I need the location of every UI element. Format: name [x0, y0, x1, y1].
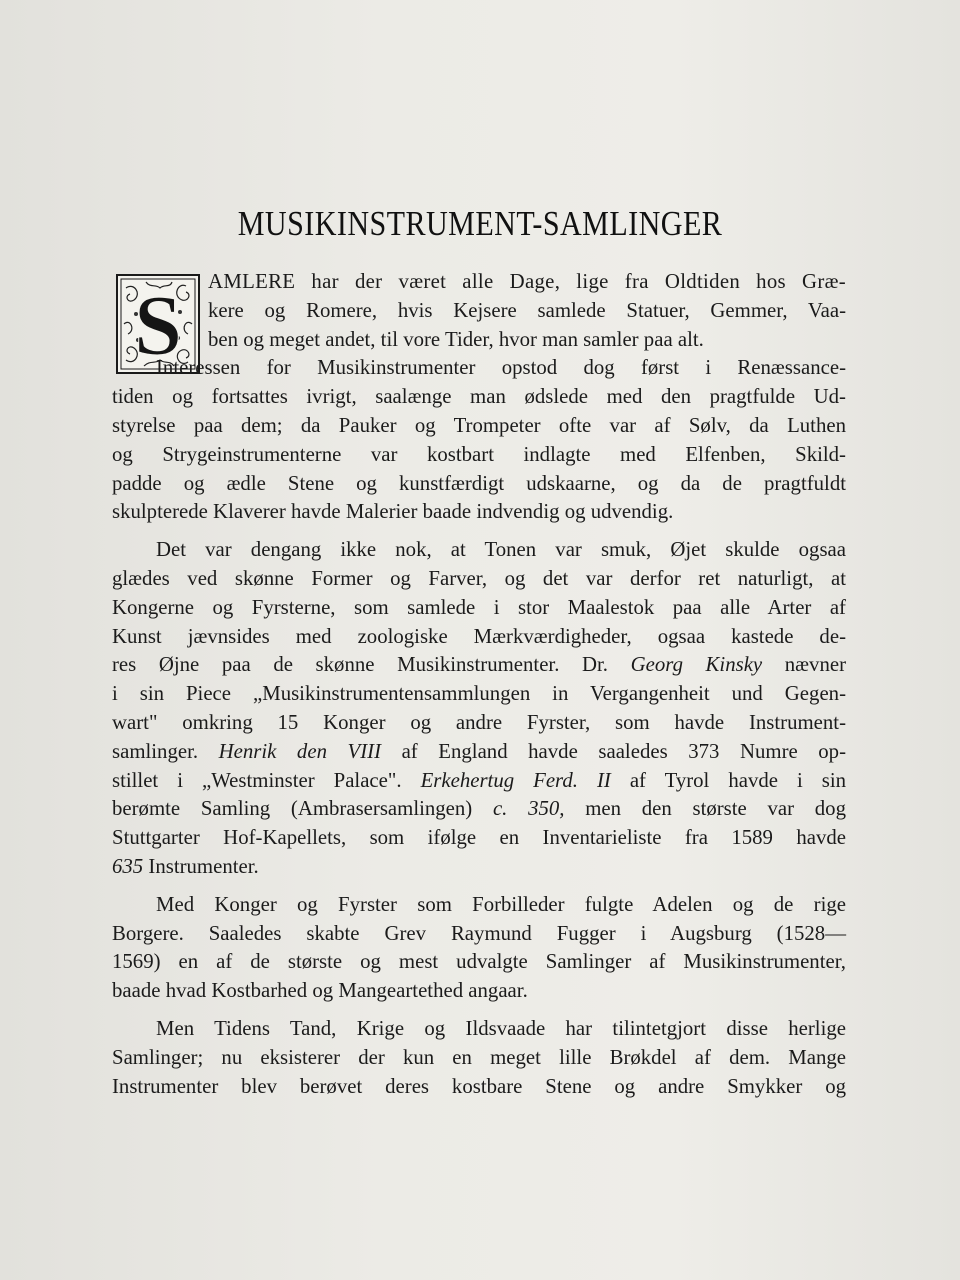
italic-number: 635	[112, 854, 144, 878]
text-line: res Øjne paa de skønne Musikinstrumenter. Dr. Georg Kinsky nævner	[112, 653, 846, 677]
text-line: 1569) en af de største og mest udvalgte Samlinger af Musikinstrumenter,	[112, 950, 846, 974]
text-line: tiden og fortsattes ivrigt, saalænge man ødslede med den pragtfulde Ud-	[112, 385, 846, 409]
text-line: ben og meget andet, til vore Tider, hvor man samler paa alt.	[208, 327, 704, 351]
text-line: i sin Piece „Musikinstrumentensammlungen in Vergangenheit und Gegen-	[112, 682, 846, 706]
text-line: padde og ædle Stene og kunstfærdigt udskaarne, og da de pragtfuldt	[112, 471, 846, 495]
text-line: Samlinger; nu eksisterer der kun en meget lille Brøkdel af dem. Mange	[112, 1045, 846, 1069]
text-line: wart" omkring 15 Konger og andre Fyrster, som havde Instrument-	[112, 710, 846, 734]
dropcap-letter: S	[134, 277, 182, 373]
text-line: Det var dengang ikke nok, at Tonen var smuk, Øjet skulde ogsaa	[156, 538, 846, 562]
italic-name: Henrik den VIII	[218, 739, 382, 763]
italic-name: Georg Kinsky	[630, 653, 763, 677]
italic-name: Erkehertug Ferd. II	[420, 768, 611, 792]
text-line: baade hvad Kostbarhed og Mangeartethed angaar.	[112, 979, 528, 1003]
text-line: stillet i „Westminster Palace". Erkehertug Ferd. II af Tyrol havde i sin	[112, 768, 847, 792]
text-line: styrelse paa dem; da Pauker og Trompeter ofte var af Sølv, da Luthen	[112, 413, 846, 437]
text-line: samlinger. Henrik den VIII af England havde saaledes 373 Numre op-	[112, 739, 847, 763]
text-line: Stuttgarter Hof-Kapellets, som ifølge en Inventarieliste fra 1589 havde	[112, 826, 846, 850]
text-line: Borgere. Saaledes skabte Grev Raymund Fugger i Augsburg (1528—	[112, 921, 846, 945]
italic-number: c. 350,	[492, 797, 565, 821]
text-line: og Strygeinstrumenterne var kostbart indlagte med Elfenben, Skild-	[112, 442, 846, 466]
text-line: Kunst jævnsides med zoologiske Mærkværdigheder, ogsaa kastede de-	[112, 624, 846, 648]
text-line: Men Tidens Tand, Krige og Ildsvaade har tilintetgjort disse herlige	[156, 1016, 846, 1040]
text-line: AMLERE har der været alle Dage, lige fra Oldtiden hos Græ-	[208, 270, 846, 293]
text-line: glædes ved skønne Former og Farver, og det var derfor ret naturligt, at	[112, 566, 846, 590]
page-title: MUSIKINSTRUMENT-SAMLINGER	[237, 204, 723, 243]
text-line: kere og Romere, hvis Kejsere samlede Statuer, Gemmer, Vaa-	[208, 298, 846, 322]
text-line: Instrumenter blev berøvet deres kostbare Stene og andre Smykker og	[112, 1074, 846, 1098]
text-line: skulpterede Klaverer havde Malerier baade indvendig og udvendig.	[112, 500, 674, 524]
text-line: Interessen for Musikinstrumenter opstod dog først i Renæssance-	[156, 356, 846, 380]
text-line: Kongerne og Fyrsterne, som samlede i stor Maalestok paa alle Arter af	[112, 595, 846, 619]
text-line: 635 Instrumenter.	[112, 854, 259, 878]
body-text	[112, 268, 846, 1101]
text-line: Med Konger og Fyrster som Forbilleder fulgte Adelen og de rige	[156, 892, 846, 916]
text-line: berømte Samling (Ambrasersamlingen) c. 350, men den største var dog	[112, 797, 846, 821]
